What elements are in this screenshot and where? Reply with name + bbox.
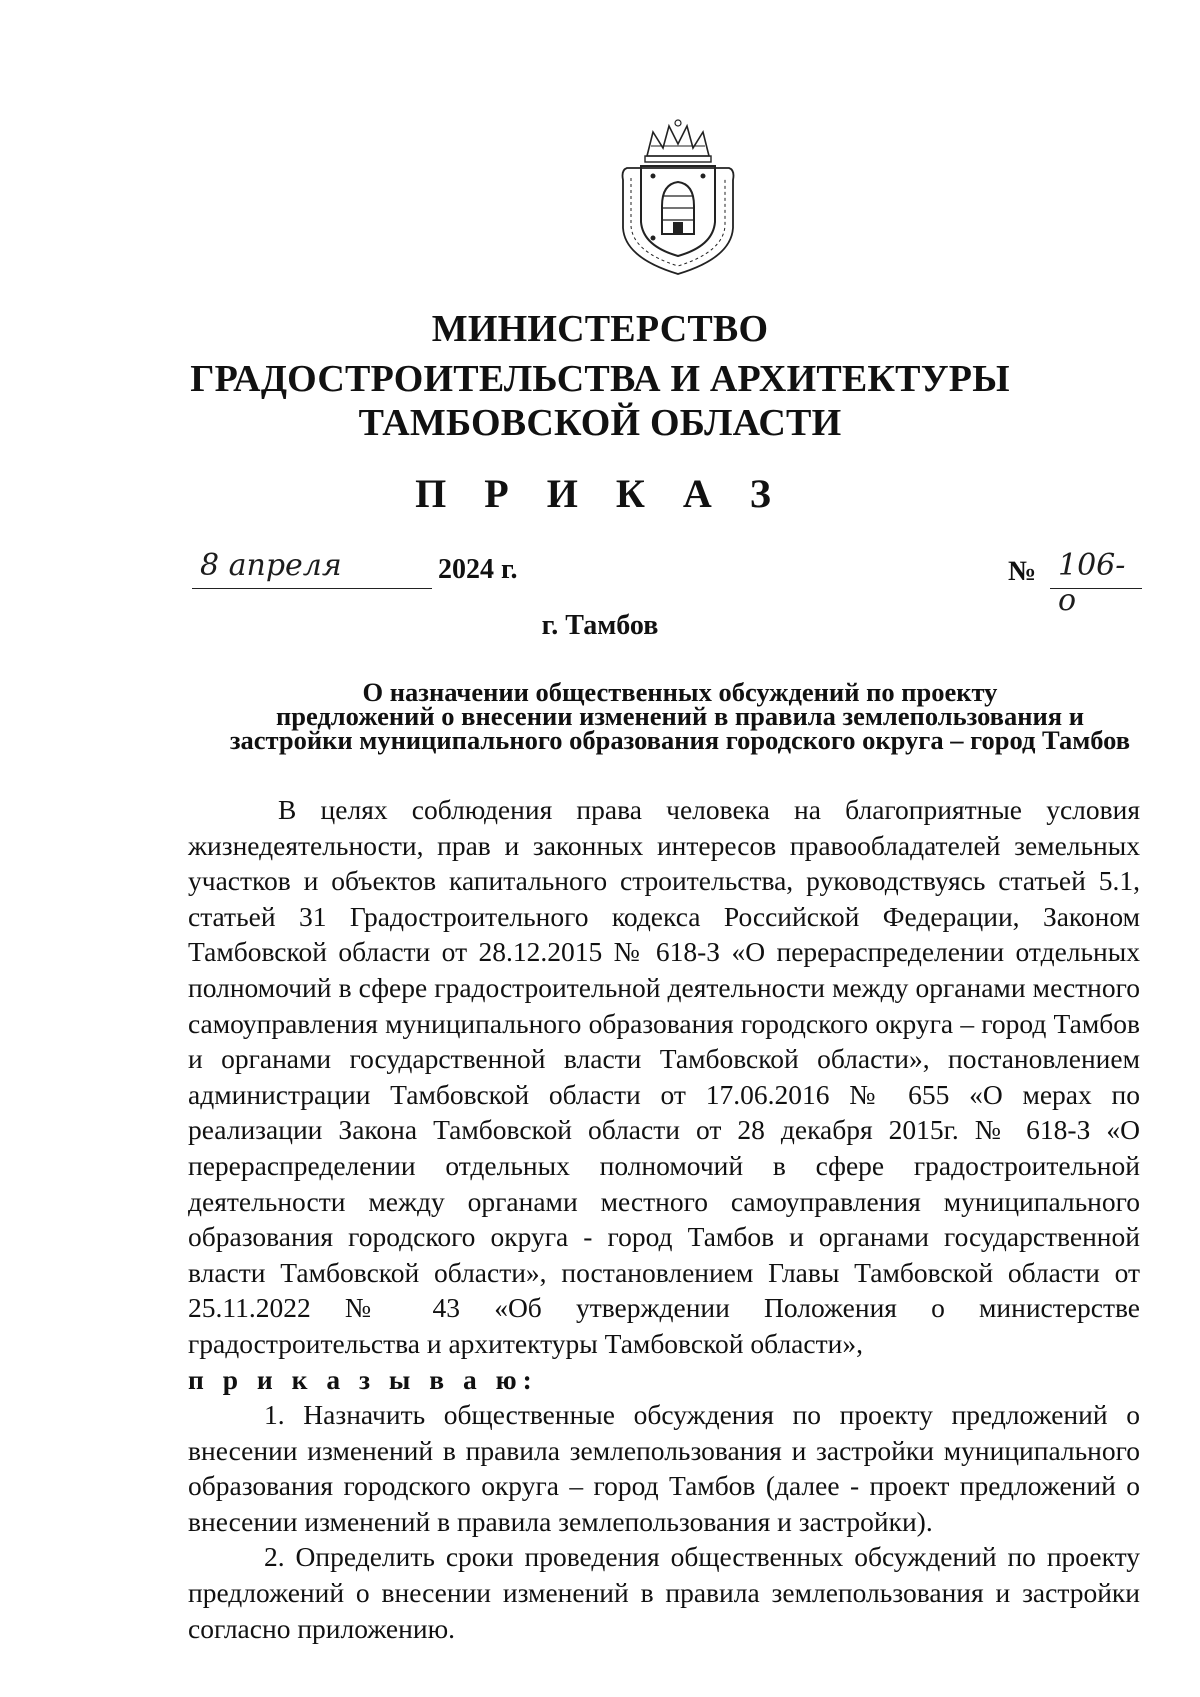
order-item-2: 2. Определить сроки проведения общественных обсуждений по проекту предложений о внесении изменений в правила землепользования и застройки согласно приложению. <box>188 1541 1140 1644</box>
handwritten-date: 8 апреля <box>200 548 342 583</box>
date-year: 2024 г. <box>438 554 518 585</box>
directive-word: п р и к а з ы в а ю: <box>188 1363 538 1395</box>
subject-line-2: предложений о внесении изменений в правила землепользования и <box>275 701 1085 731</box>
ministry-name-line-2: ГРАДОСТРОИТЕЛЬСТВА И АРХИТЕКТУРЫ <box>190 358 1010 400</box>
order-body <box>188 792 1140 1646</box>
handwritten-number: 106-о <box>1058 548 1126 618</box>
date-field <box>192 548 432 589</box>
tambov-coat-of-arms-icon <box>617 118 739 280</box>
document-type-title: П Р И К А З <box>415 471 785 516</box>
subject-line-1: О назначении общественных обсуждений по проекту <box>362 677 998 707</box>
number-label: № <box>1008 556 1037 587</box>
order-item-1: 1. Назначить общественные обсуждения по проекту предложений о внесении изменений в правила землепользования и застройки муниципального образования городского округа – город Тамбов (далее - проект предложений о внесении изменений в правила землепользования и застройки). <box>188 1399 1140 1537</box>
order-subject <box>180 677 1180 755</box>
issue-city: г. Тамбов <box>541 610 659 641</box>
ministry-name-line-1: МИНИСТЕРСТВО <box>431 308 769 350</box>
number-field <box>1050 548 1142 618</box>
ministry-name-line-3: ТАМБОВСКОЙ ОБЛАСТИ <box>358 402 842 444</box>
subject-line-3: застройки муниципального образования городского округа – город Тамбов <box>229 725 1131 755</box>
preamble-paragraph <box>188 792 1140 1397</box>
preamble-text: В целях соблюдения права человека на благоприятные условия жизнедеятельности, прав и законных интересов правообладателей земельных участков и объектов капитального строительства, руководствуясь статьей 5.1, статьей 31 Градостроительного кодекса Российской Федерации, Законом Тамбовской области от 28.12.2015 № 618-З «О перераспределении отдельных полномочий в сфере градостроительной деятельности между органами местного самоуправления муниципального образования городского округа – город Тамбов и органами государственной власти Тамбовской области», постановлением администрации Тамбовской области от 17.06.2016 № 655 «О мерах по реализации Закона Тамбовской области от 28 декабря 2015г. № 618-З «О перераспределении отдельных полномочий в сфере градостроительной деятельности между органами местного самоуправления муниципального образования городского округа - город Тамбов и органами государственной власти Тамбовской области», постановлением Главы Тамбовской области от 25.11.2022 № 43 «Об утверждении Положения о министерстве градостроительства и архитектуры Тамбовской области», <box>188 794 1140 1359</box>
